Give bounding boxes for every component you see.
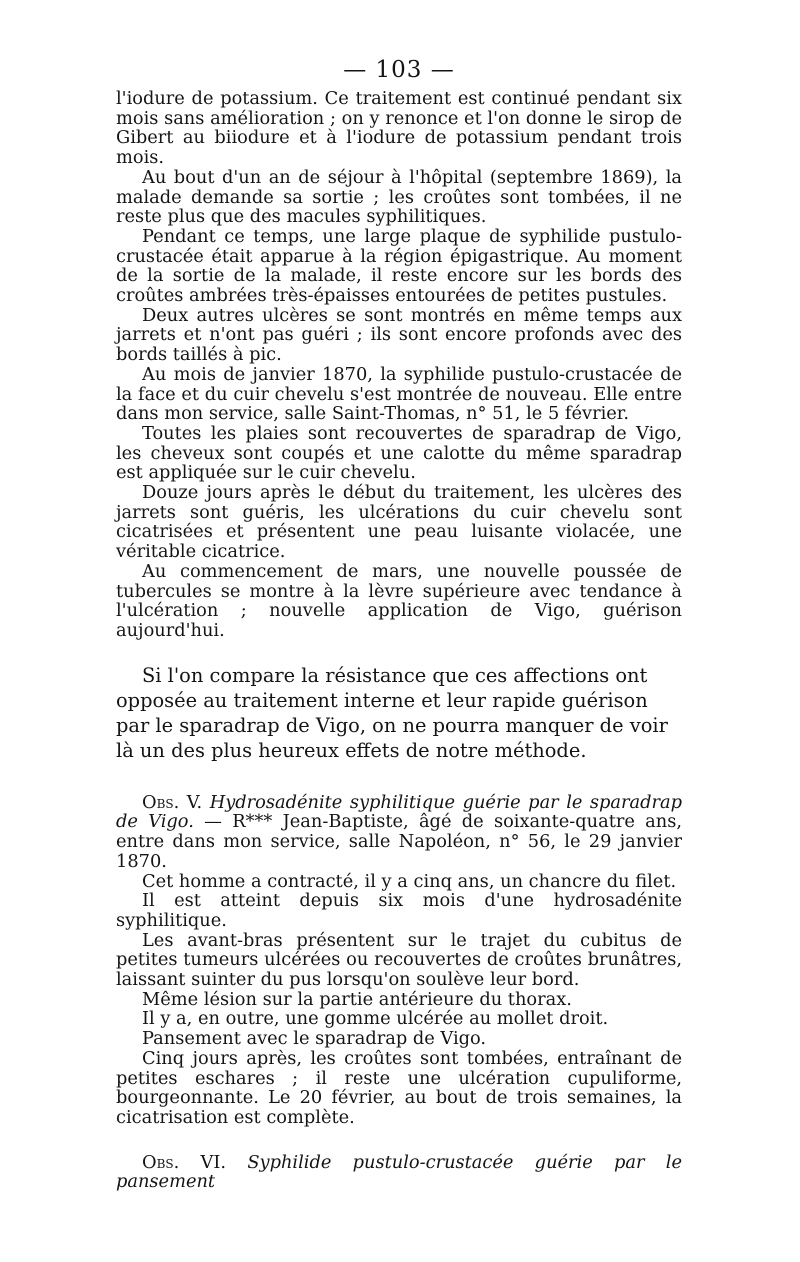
conclusion-paragraph: Si l'on compare la résistance que ces affections ont opposée au traitement interne et leur rapide guérison par le sparadrap de Vigo, on ne pourra manquer de voir là un des plus heureux effets de notre méthode. xyxy=(116,663,668,762)
paragraph: Au commencement de mars, une nouvelle poussée de tubercules se montre à la lèvre supérieure avec tendance à l'ulcération ; nouvelle application de Vigo, guérison aujourd'hui. xyxy=(116,560,682,641)
observation-title: Hydrosadénite syphilitique guérie par le sparadrap de Vigo. xyxy=(116,791,683,833)
conclusion-block xyxy=(116,663,682,763)
observation-title: Syphilide pustulo-crustacée guérie par le pansement xyxy=(116,1151,682,1193)
paragraph: Deux autres ulcères se sont montrés en même temps aux jarrets et n'ont pas guéri ; ils sont encore profonds avec des bords taillés à pic. xyxy=(116,304,682,366)
paragraph: Pendant ce temps, une large plaque de syphilide pustulo-crustacée était apparue à la région épigastrique. Au moment de la sortie de la malade, il reste encore sur les bords des croûtes ambrées très-épaisses entourées de petites pustules. xyxy=(116,225,682,307)
page-number: — 103 — xyxy=(343,57,455,83)
paragraph: Il y a, en outre, une gomme ulcérée au mollet droit. xyxy=(142,1008,609,1030)
observation-label: Obs. V. xyxy=(142,791,203,813)
paragraph: Au bout d'un an de séjour à l'hôpital (septembre 1869), la malade demande sa sortie ; les croûtes sont tombées, il ne reste plus que des macules syphilitiques. xyxy=(116,166,682,228)
paragraph: l'iodure de potassium. Ce traitement est continué pendant six mois sans amélioration ; on y renonce et l'on donne le sirop de Gibert au biiodure et à l'iodure de potassium pendant trois mois. xyxy=(116,88,682,169)
paragraph: Cet homme a contracté, il y a cinq ans, un chancre du filet. xyxy=(142,870,677,892)
observation-label: Obs. VI. xyxy=(142,1151,227,1173)
observation-heading xyxy=(116,793,682,872)
observation-intro: — R*** Jean-Baptiste, âgé de soixante-quatre ans, entre dans mon service, salle Napoléon, n° 56, le 29 janvier 1870. xyxy=(116,811,682,872)
document-page xyxy=(116,55,682,1192)
observation-heading xyxy=(116,1153,682,1192)
paragraph: Douze jours après le début du traitement, les ulcères des jarrets sont guéris, les ulcérations du cuir chevelu sont cicatrisées et présentent une peau luisante violacée, une véritable cicatrice. xyxy=(116,482,682,563)
paragraph: Cinq jours après, les croûtes sont tombées, entraînant de petites eschares ; il reste une ulcération cupuliforme, bourgeonnante. Le 20 février, au bout de trois semaines, la cicatrisation est complète. xyxy=(116,1047,682,1128)
paragraph: Il est atteint depuis six mois d'une hydrosadénite syphilitique. xyxy=(116,890,682,931)
paragraph: Au mois de janvier 1870, la syphilide pustulo-crustacée de la face et du cuir chevelu s'est montrée de nouveau. Elle entre dans mon service, salle Saint-Thomas, n° 51, le 5 février. xyxy=(116,363,682,425)
paragraph: Toutes les plaies sont recouvertes de sparadrap de Vigo, les cheveux sont coupés et une calotte du même sparadrap est appliquée sur le cuir chevelu. xyxy=(116,422,682,484)
paragraph: Pansement avec le sparadrap de Vigo. xyxy=(142,1028,487,1050)
case-continuation xyxy=(116,89,682,641)
paragraph: Les avant-bras présentent sur le trajet du cubitus de petites tumeurs ulcérées ou recouvertes de croûtes brunâtres, laissant suinter du pus lorsqu'on soulève leur bord. xyxy=(116,929,682,991)
paragraph: Même lésion sur la partie antérieure du thorax. xyxy=(142,988,572,1010)
observation-5 xyxy=(116,793,682,1128)
observation-6 xyxy=(116,1153,682,1192)
